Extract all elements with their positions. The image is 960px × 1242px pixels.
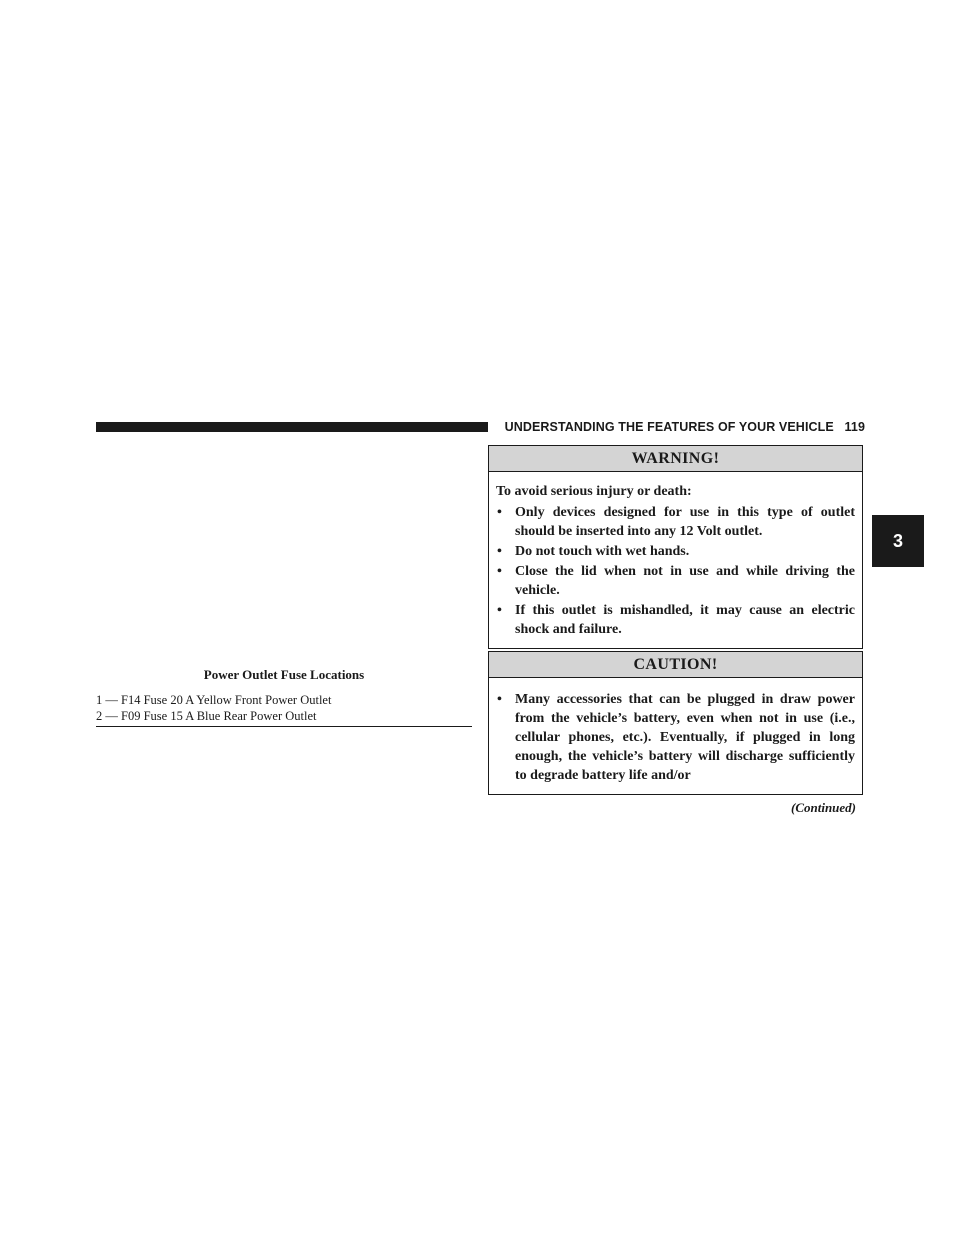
warning-title: WARNING! [489, 446, 862, 472]
caution-box [488, 651, 863, 795]
section-title: UNDERSTANDING THE FEATURES OF YOUR VEHICLE [504, 420, 834, 434]
legend-item-1: 1 — F14 Fuse 20 A Yellow Front Power Outlet [96, 693, 332, 707]
caution-item: • Many accessories that can be plugged in draw power from the vehicle’s battery, even when not in use (i.e., cellular phones, etc.). Eventually, if plugged in long enough, the vehicle’s battery will discharge sufficiently to degrade battery life and/or [497, 692, 855, 783]
header-rule-bar [96, 422, 488, 432]
bullet-icon: • [497, 505, 502, 520]
warning-item: • Only devices designed for use in this type of outlet should be inserted into any 12 Volt outlet. [497, 505, 855, 539]
warning-item: • If this outlet is mishandled, it may cause an electric shock and failure. [497, 603, 855, 637]
warning-box [488, 445, 863, 649]
bullet-icon: • [497, 564, 502, 579]
legend-item-2: 2 — F09 Fuse 15 A Blue Rear Power Outlet [96, 709, 317, 723]
chapter-tab: 3 [872, 515, 924, 567]
bullet-icon: • [497, 544, 502, 559]
warning-item: • Do not touch with wet hands. [497, 544, 690, 559]
page-number: 119 [844, 420, 865, 434]
continued-label: (Continued) [790, 800, 856, 815]
caution-body [489, 678, 862, 794]
warning-intro: To avoid serious injury or death: [496, 484, 692, 499]
bullet-icon: • [497, 603, 502, 618]
bullet-icon: • [497, 692, 502, 707]
running-header [500, 419, 865, 435]
legend-divider [96, 726, 472, 727]
figure-caption: Power Outlet Fuse Locations [203, 667, 365, 682]
warning-body [489, 472, 862, 648]
caution-title: CAUTION! [489, 652, 862, 678]
warning-item: • Close the lid when not in use and while driving the vehicle. [497, 564, 855, 598]
